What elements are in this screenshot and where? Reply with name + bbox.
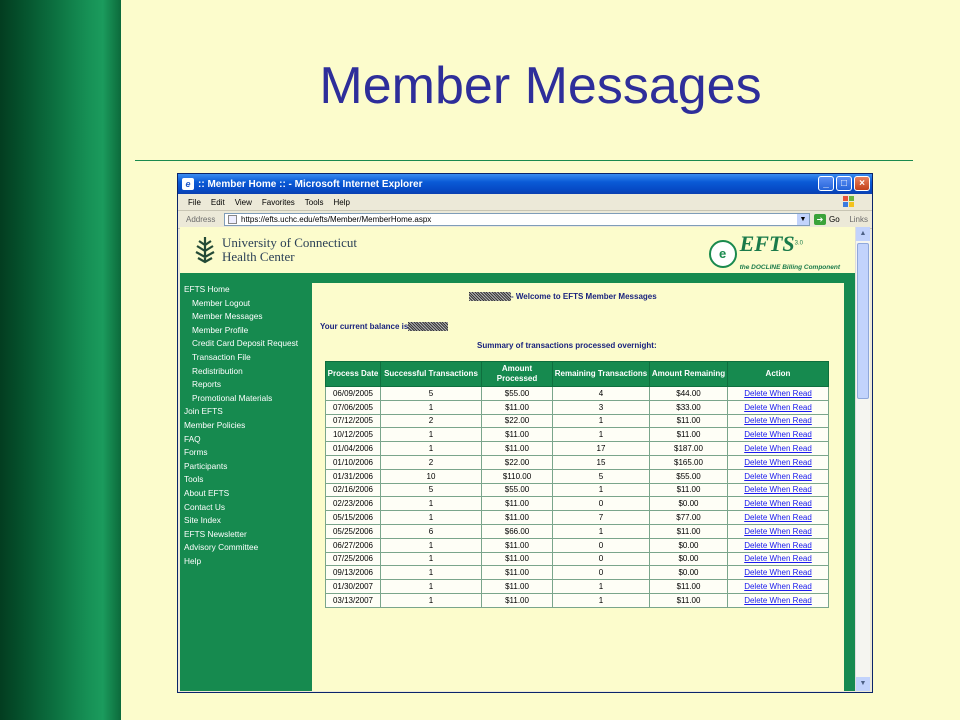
efts-logo[interactable] <box>709 233 840 274</box>
menu-tools[interactable]: Tools <box>304 197 324 207</box>
efts-name: EFTS <box>739 231 795 256</box>
page-icon <box>228 215 237 224</box>
nav-item-contact-us[interactable]: Contact Us <box>184 501 226 512</box>
cell-successful-transactions: 1 <box>381 593 482 607</box>
minimize-button[interactable]: _ <box>818 176 834 191</box>
cell-process-date: 01/04/2006 <box>326 442 381 456</box>
cell-amount-processed: $11.00 <box>482 566 553 580</box>
delete-when-read-link[interactable]: Delete When Read <box>728 524 829 538</box>
cell-process-date: 06/09/2005 <box>326 387 381 401</box>
delete-when-read-link[interactable]: Delete When Read <box>728 483 829 497</box>
cell-successful-transactions: 5 <box>381 483 482 497</box>
cell-successful-transactions: 2 <box>381 414 482 428</box>
delete-when-read-link[interactable]: Delete When Read <box>728 469 829 483</box>
table-row <box>326 414 829 428</box>
go-arrow-icon: ➔ <box>814 214 826 225</box>
column-header-remaining-transactions: Remaining Transactions <box>553 362 650 387</box>
table-row <box>326 442 829 456</box>
uconn-name-line2: Health Center <box>222 249 295 264</box>
cell-process-date: 01/31/2006 <box>326 469 381 483</box>
cell-remaining-transactions: 15 <box>553 455 650 469</box>
welcome-line <box>469 292 657 301</box>
go-button[interactable] <box>814 214 840 225</box>
cell-process-date: 02/23/2006 <box>326 497 381 511</box>
scroll-down-icon[interactable]: ▼ <box>856 677 870 691</box>
summary-title: Summary of transactions processed overnight: <box>477 341 657 350</box>
cell-amount-remaining: $33.00 <box>650 400 728 414</box>
cell-amount-remaining: $165.00 <box>650 455 728 469</box>
table-row <box>326 428 829 442</box>
table-row <box>326 524 829 538</box>
redacted-balance <box>408 322 448 331</box>
cell-process-date: 07/12/2005 <box>326 414 381 428</box>
cell-amount-remaining: $11.00 <box>650 414 728 428</box>
cell-remaining-transactions: 17 <box>553 442 650 456</box>
cell-successful-transactions: 6 <box>381 524 482 538</box>
table-header-row <box>326 362 829 387</box>
table-row <box>326 387 829 401</box>
cell-amount-processed: $11.00 <box>482 593 553 607</box>
transactions-table <box>325 361 829 608</box>
table-row <box>326 580 829 594</box>
delete-when-read-link[interactable]: Delete When Read <box>728 593 829 607</box>
menu-view[interactable]: View <box>234 197 252 207</box>
cell-amount-processed: $22.00 <box>482 414 553 428</box>
nav-item-faq[interactable]: FAQ <box>184 433 201 444</box>
cell-amount-processed: $11.00 <box>482 442 553 456</box>
cell-process-date: 01/30/2007 <box>326 580 381 594</box>
cell-amount-remaining: $187.00 <box>650 442 728 456</box>
cell-remaining-transactions: 0 <box>553 566 650 580</box>
cell-process-date: 01/10/2006 <box>326 455 381 469</box>
uconn-logo[interactable] <box>192 235 357 265</box>
cell-successful-transactions: 2 <box>381 455 482 469</box>
nav-item-credit-card-deposit-request[interactable]: Credit Card Deposit Request <box>192 338 299 349</box>
address-label: Address <box>186 215 216 224</box>
nav-item-tools[interactable]: Tools <box>184 474 204 485</box>
uconn-name-line1: University of Connecticut <box>222 235 358 250</box>
nav-item-reports[interactable]: Reports <box>192 379 222 390</box>
table-row <box>326 469 829 483</box>
scrollbar-thumb[interactable] <box>857 243 869 399</box>
cell-remaining-transactions: 1 <box>553 593 650 607</box>
cell-process-date: 10/12/2005 <box>326 428 381 442</box>
efts-logo-icon: e <box>709 240 737 268</box>
close-button[interactable]: × <box>854 176 870 191</box>
efts-tagline: the DOCLINE Billing Component <box>739 264 840 271</box>
cell-successful-transactions: 1 <box>381 497 482 511</box>
cell-amount-remaining: $0.00 <box>650 566 728 580</box>
left-nav <box>180 283 311 568</box>
cell-successful-transactions: 1 <box>381 400 482 414</box>
cell-successful-transactions: 10 <box>381 469 482 483</box>
windows-logo-icon <box>842 195 856 208</box>
table-row <box>326 566 829 580</box>
cell-successful-transactions: 1 <box>381 442 482 456</box>
cell-amount-remaining: $77.00 <box>650 511 728 525</box>
cell-remaining-transactions: 0 <box>553 497 650 511</box>
cell-successful-transactions: 5 <box>381 387 482 401</box>
table-row <box>326 455 829 469</box>
nav-item-help[interactable]: Help <box>184 555 202 566</box>
cell-amount-processed: $11.00 <box>482 552 553 566</box>
browser-window <box>177 173 873 693</box>
cell-successful-transactions: 1 <box>381 566 482 580</box>
balance-label: Your current balance is <box>320 322 409 331</box>
slide-side-band <box>0 0 121 720</box>
cell-remaining-transactions: 3 <box>553 400 650 414</box>
table-row <box>326 538 829 552</box>
cell-amount-processed: $110.00 <box>482 469 553 483</box>
cell-remaining-transactions: 1 <box>553 414 650 428</box>
go-label: Go <box>829 215 840 224</box>
table-row <box>326 497 829 511</box>
uconn-name <box>222 236 357 264</box>
cell-remaining-transactions: 1 <box>553 524 650 538</box>
cell-amount-processed: $11.00 <box>482 511 553 525</box>
cell-process-date: 03/13/2007 <box>326 593 381 607</box>
nav-item-member-logout[interactable]: Member Logout <box>192 297 251 308</box>
browser-content <box>180 227 856 691</box>
cell-remaining-transactions: 7 <box>553 511 650 525</box>
chevron-down-icon[interactable]: ▼ <box>797 214 809 225</box>
vertical-scrollbar[interactable] <box>855 227 870 691</box>
nav-item-efts-home[interactable]: EFTS Home <box>184 284 230 294</box>
nav-item-forms[interactable]: Forms <box>184 447 208 458</box>
delete-when-read-link[interactable]: Delete When Read <box>728 428 829 442</box>
browser-titlebar[interactable] <box>178 174 872 194</box>
cell-successful-transactions: 1 <box>381 552 482 566</box>
cell-amount-remaining: $11.00 <box>650 593 728 607</box>
nav-item-redistribution[interactable]: Redistribution <box>192 365 243 376</box>
cell-amount-remaining: $44.00 <box>650 387 728 401</box>
cell-remaining-transactions: 4 <box>553 387 650 401</box>
title-divider <box>135 160 913 161</box>
table-row <box>326 400 829 414</box>
cell-amount-remaining: $0.00 <box>650 538 728 552</box>
cell-successful-transactions: 1 <box>381 580 482 594</box>
cell-amount-processed: $11.00 <box>482 428 553 442</box>
links-button[interactable]: Links <box>849 215 868 224</box>
delete-when-read-link[interactable]: Delete When Read <box>728 497 829 511</box>
delete-when-read-link[interactable]: Delete When Read <box>728 566 829 580</box>
address-url: https://efts.uchc.edu/efts/Member/MemberHome.aspx <box>241 215 432 224</box>
slide-title: Member Messages <box>319 57 762 115</box>
cell-process-date: 05/25/2006 <box>326 524 381 538</box>
menu-edit[interactable]: Edit <box>210 197 225 207</box>
cell-remaining-transactions: 0 <box>553 552 650 566</box>
nav-item-advisory-committee[interactable]: Advisory Committee <box>184 542 259 553</box>
delete-when-read-link[interactable]: Delete When Read <box>728 442 829 456</box>
cell-amount-processed: $22.00 <box>482 455 553 469</box>
cell-amount-processed: $66.00 <box>482 524 553 538</box>
cell-amount-processed: $55.00 <box>482 483 553 497</box>
cell-successful-transactions: 1 <box>381 428 482 442</box>
cell-amount-remaining: $11.00 <box>650 428 728 442</box>
menu-bar <box>178 194 872 211</box>
nav-item-member-policies[interactable]: Member Policies <box>184 419 246 430</box>
delete-when-read-link[interactable]: Delete When Read <box>728 580 829 594</box>
cell-amount-processed: $55.00 <box>482 387 553 401</box>
menu-file[interactable]: File <box>188 197 201 207</box>
address-input[interactable] <box>224 213 810 226</box>
menu-help[interactable]: Help <box>333 197 350 207</box>
nav-item-site-index[interactable]: Site Index <box>184 515 221 526</box>
cell-process-date: 02/16/2006 <box>326 483 381 497</box>
cell-remaining-transactions: 0 <box>553 538 650 552</box>
cell-remaining-transactions: 1 <box>553 483 650 497</box>
balance-line <box>320 322 448 331</box>
cell-successful-transactions: 1 <box>381 538 482 552</box>
nav-item-efts-newsletter[interactable]: EFTS Newsletter <box>184 528 247 539</box>
cell-amount-remaining: $55.00 <box>650 469 728 483</box>
column-header-amount-processed: Amount Processed <box>482 362 553 387</box>
cell-amount-remaining: $11.00 <box>650 524 728 538</box>
welcome-text: - Welcome to EFTS Member Messages <box>511 292 657 301</box>
cell-process-date: 05/15/2006 <box>326 511 381 525</box>
table-row <box>326 593 829 607</box>
cell-remaining-transactions: 1 <box>553 580 650 594</box>
cell-process-date: 06/27/2006 <box>326 538 381 552</box>
column-header-amount-remaining: Amount Remaining <box>650 362 728 387</box>
menu-favorites[interactable]: Favorites <box>261 197 295 207</box>
cell-process-date: 09/13/2006 <box>326 566 381 580</box>
site-header <box>180 227 856 273</box>
uconn-crest-icon <box>192 235 218 265</box>
column-header-successful-transactions: Successful Transactions <box>381 362 482 387</box>
nav-item-member-profile[interactable]: Member Profile <box>192 324 249 335</box>
column-header-process-date: Process Date <box>326 362 381 387</box>
delete-when-read-link[interactable]: Delete When Read <box>728 387 829 401</box>
cell-amount-processed: $11.00 <box>482 400 553 414</box>
efts-version: 3.0 <box>794 240 803 247</box>
cell-amount-remaining: $11.00 <box>650 580 728 594</box>
cell-amount-processed: $11.00 <box>482 580 553 594</box>
cell-remaining-transactions: 5 <box>553 469 650 483</box>
main-panel <box>312 283 844 691</box>
delete-when-read-link[interactable]: Delete When Read <box>728 455 829 469</box>
cell-amount-remaining: $11.00 <box>650 483 728 497</box>
redacted-member-name <box>469 292 511 301</box>
column-header-action: Action <box>728 362 829 387</box>
cell-process-date: 07/25/2006 <box>326 552 381 566</box>
nav-item-join-efts[interactable]: Join EFTS <box>184 406 223 417</box>
nav-item-promotional-materials[interactable]: Promotional Materials <box>192 392 273 403</box>
browser-title: :: Member Home :: - Microsoft Internet Explorer <box>198 178 423 190</box>
delete-when-read-link[interactable]: Delete When Read <box>728 400 829 414</box>
table-row <box>326 483 829 497</box>
cell-remaining-transactions: 1 <box>553 428 650 442</box>
cell-successful-transactions: 1 <box>381 511 482 525</box>
maximize-button[interactable]: □ <box>836 176 852 191</box>
table-row <box>326 552 829 566</box>
scroll-up-icon[interactable]: ▲ <box>856 227 870 241</box>
cell-amount-processed: $11.00 <box>482 497 553 511</box>
cell-amount-remaining: $0.00 <box>650 497 728 511</box>
delete-when-read-link[interactable]: Delete When Read <box>728 511 829 525</box>
cell-process-date: 07/06/2005 <box>326 400 381 414</box>
cell-amount-processed: $11.00 <box>482 538 553 552</box>
nav-item-member-messages[interactable]: Member Messages <box>192 311 263 322</box>
nav-item-about-efts[interactable]: About EFTS <box>184 487 230 498</box>
cell-amount-remaining: $0.00 <box>650 552 728 566</box>
ie-page-icon: e <box>182 178 194 190</box>
nav-item-participants[interactable]: Participants <box>184 460 228 471</box>
delete-when-read-link[interactable]: Delete When Read <box>728 414 829 428</box>
window-controls <box>818 176 870 191</box>
delete-when-read-link[interactable]: Delete When Read <box>728 538 829 552</box>
nav-item-transaction-file[interactable]: Transaction File <box>192 351 251 362</box>
table-row <box>326 511 829 525</box>
delete-when-read-link[interactable]: Delete When Read <box>728 552 829 566</box>
